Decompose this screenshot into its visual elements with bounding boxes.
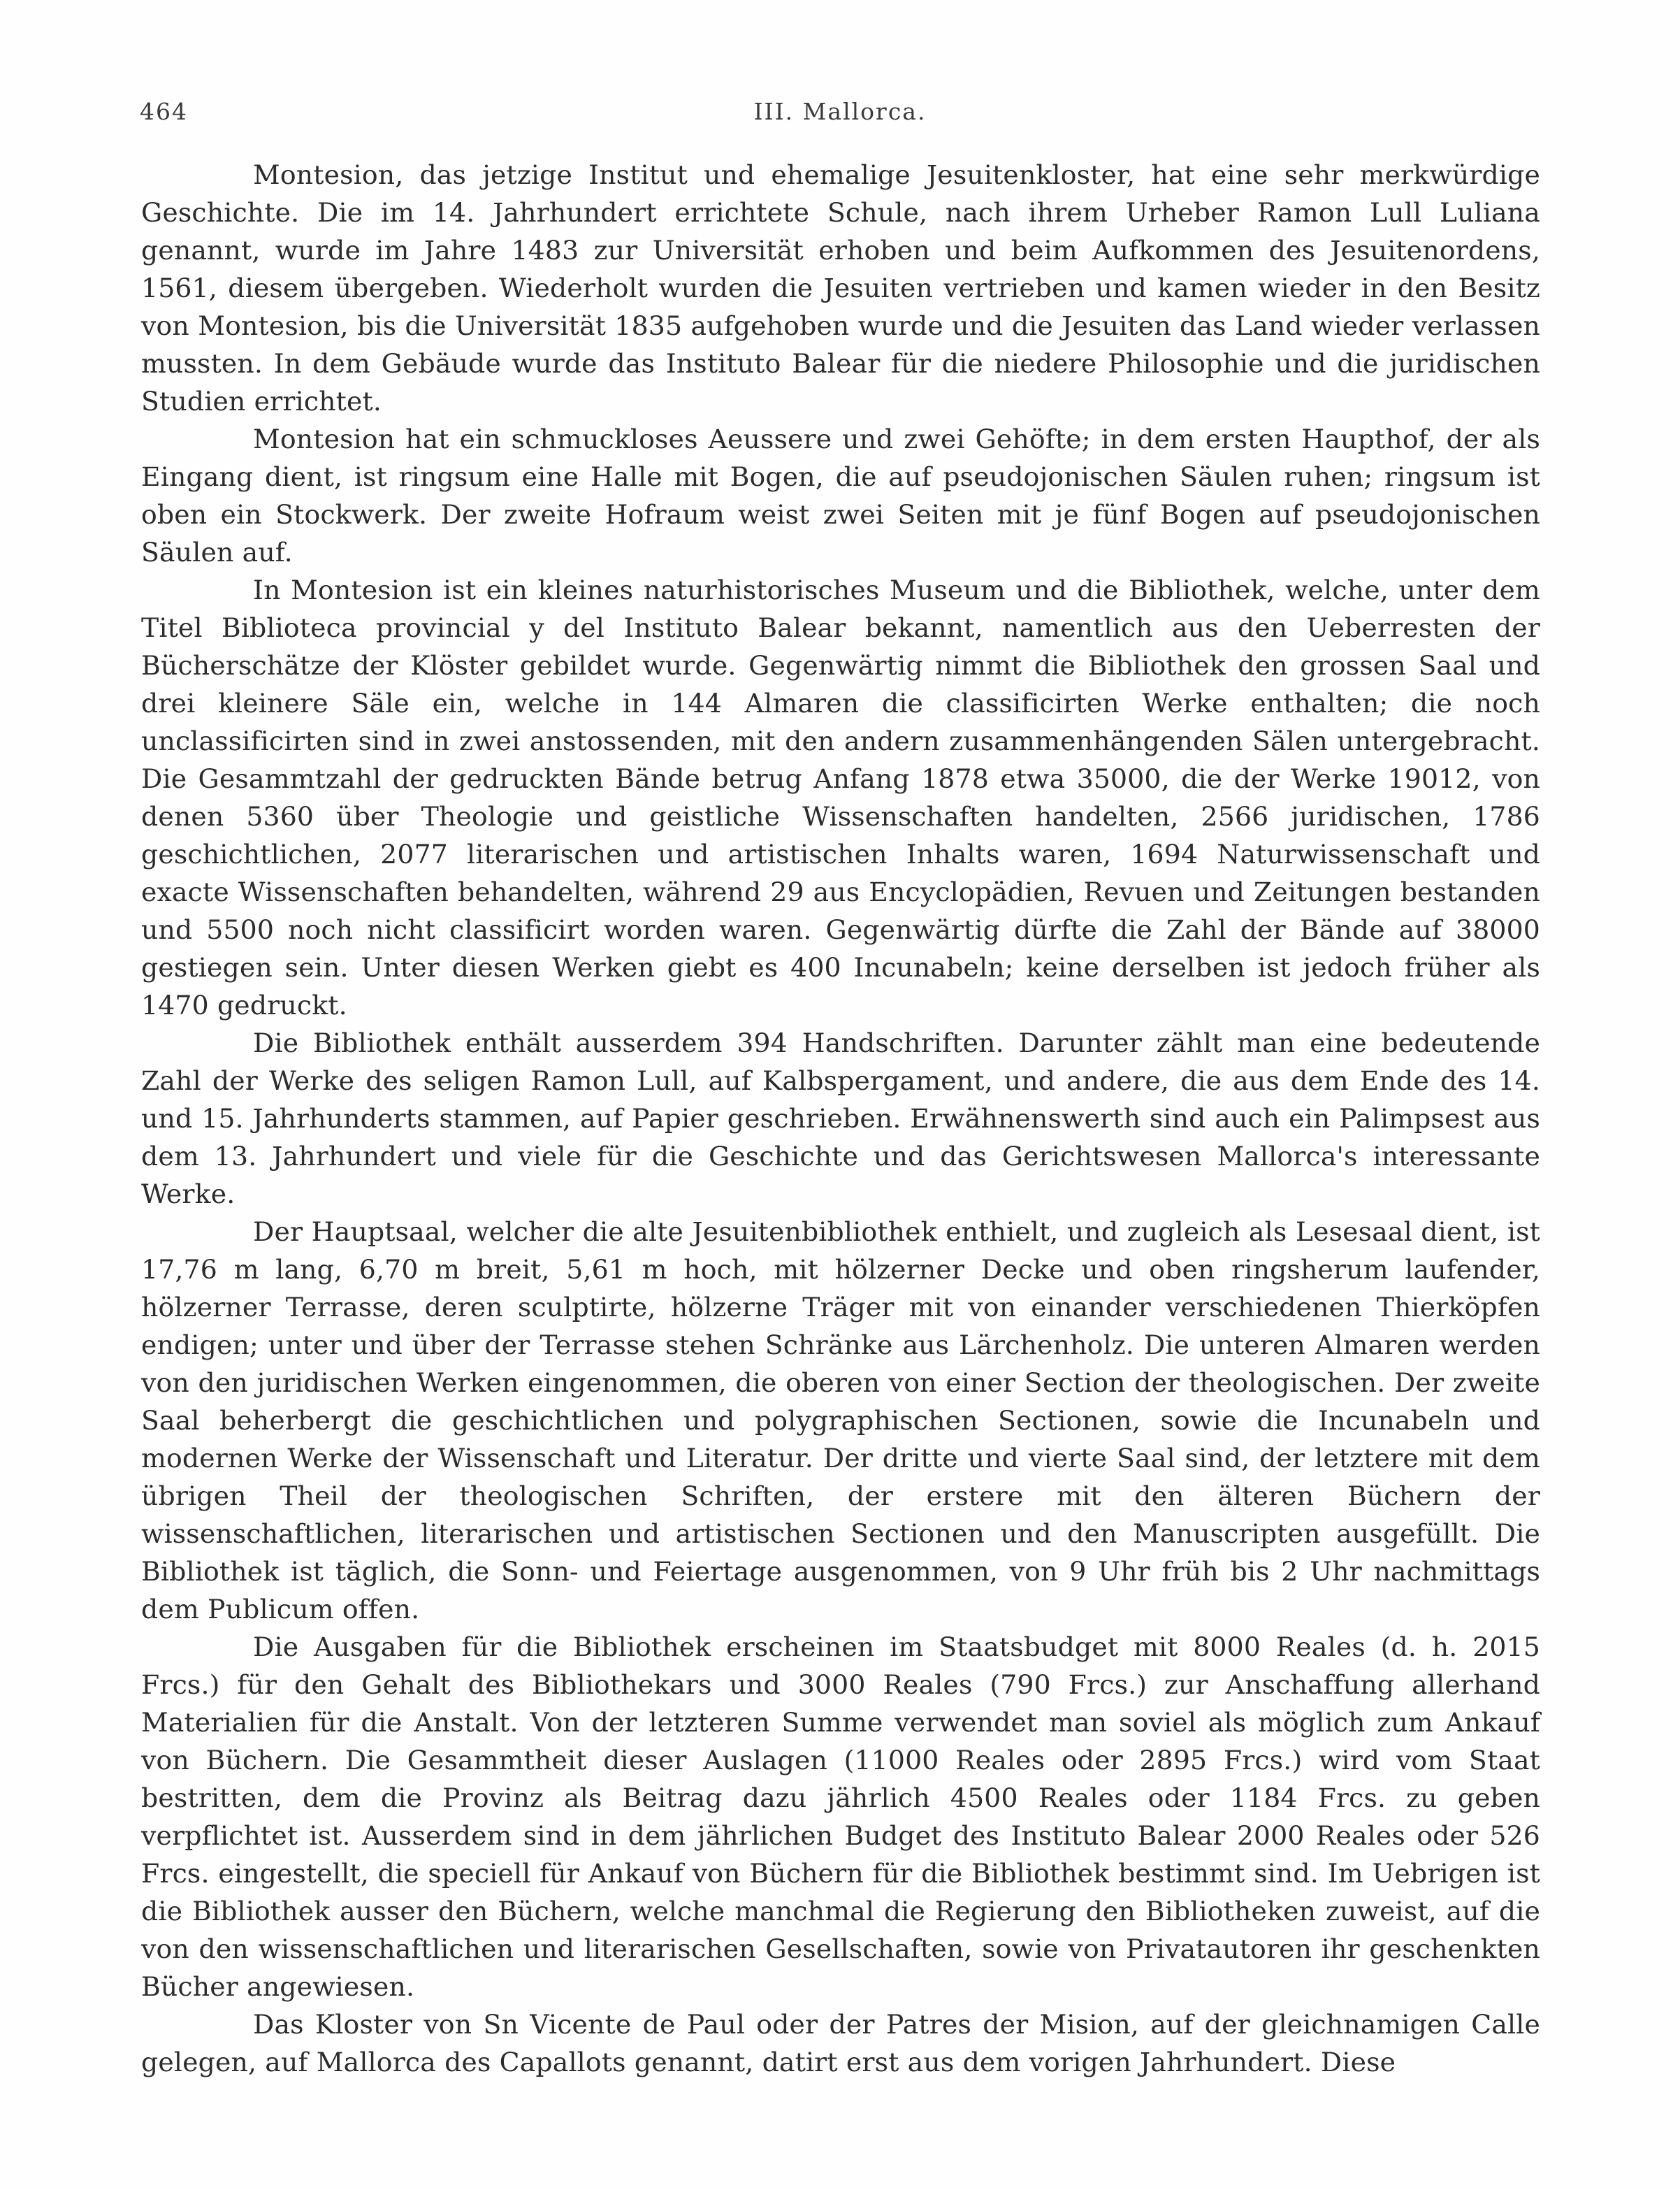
paragraph-montesion-building: Montesion hat ein schmuckloses Aeussere und zwei Gehöfte; in dem ersten Haupthof, der als Eingang dient, ist ringsum eine Halle mit Bogen, die auf pseudojonischen Säulen ruhen; ringsum ist oben ein Stockwerk. Der zweite Hofraum weist zwei Seiten mit je fünf Bogen auf pseudojonischen Säulen auf. <box>141 424 1540 568</box>
running-head <box>140 98 1540 140</box>
paragraph-library-holdings: In Montesion ist ein kleines naturhistorisches Museum und die Bibliothek, welche, unter dem Titel Biblioteca provincial y del Instituto Balear bekannt, namentlich aus den Ueberresten der Bücherschätze der Klöster gebildet wurde. Gegenwärtig nimmt die Bibliothek den grossen Saal und drei kleinere Säle ein, welche in 144 Almaren die classificirten Werke enthalten; die noch unclassificirten sind in zwei anstossenden, mit den andern zusammenhängenden Sälen untergebracht. Die Gesammtzahl der gedruckten Bände betrug Anfang 1878 etwa 35000, die der Werke 19012, von denen 5360 über Theologie und geistliche Wissenschaften handelten, 2566 juridischen, 1786 geschichtlichen, 2077 literarischen und artistischen Inhalts waren, 1694 Naturwissenschaft und exacte Wissenschaften behandelten, während 29 aus Encyclopädien, Revuen und Zeitungen bestanden und 5500 noch nicht classificirt worden waren. Gegenwärtig dürfte die Zahl der Bände auf 38000 gestiegen sein. Unter diesen Werken giebt es 400 Incunabeln; keine derselben ist jedoch früher als 1470 gedruckt. <box>141 575 1540 1021</box>
running-title: III. Mallorca. <box>753 98 927 125</box>
paragraph-san-vicente-monastery: Das Kloster von Sn Vicente de Paul oder der Patres der Mision, auf der gleichnamigen Calle gelegen, auf Mallorca des Capallots genannt, datirt erst aus dem vorigen Jahrhundert. Diese <box>141 2009 1540 2077</box>
body-text <box>141 156 1540 2081</box>
paragraph-montesion-history: Montesion, das jetzige Institut und ehemalige Jesuitenkloster, hat eine sehr merkwürdige Geschichte. Die im 14. Jahrhundert errichtete Schule, nach ihrem Urheber Ramon Lull Luliana genannt, wurde im Jahre 1483 zur Universität erhoben und beim Aufkommen des Jesuitenordens, 1561, diesem übergeben. Wiederholt wurden die Jesuiten vertrieben und kamen wieder in den Besitz von Montesion, bis die Universität 1835 aufgehoben wurde und die Jesuiten das Land wieder verlassen mussten. In dem Gebäude wurde das Instituto Balear für die niedere Philosophie und die juridischen Studien errichtet. <box>141 159 1540 417</box>
paragraph-library-budget: Die Ausgaben für die Bibliothek erscheinen im Staatsbudget mit 8000 Reales (d. h. 2015 Frcs.) für den Gehalt des Bibliothekars und 3000 Reales (790 Frcs.) zur Anschaffung allerhand Materialien für die Anstalt. Von der letzteren Summe verwendet man soviel als möglich zum Ankauf von Büchern. Die Gesammtheit dieser Auslagen (11000 Reales oder 2895 Frcs.) wird vom Staat bestritten, dem die Provinz als Beitrag dazu jährlich 4500 Reales oder 1184 Frcs. zu geben verpflichtet ist. Ausserdem sind in dem jährlichen Budget des Instituto Balear 2000 Reales oder 526 Frcs. eingestellt, die speciell für Ankauf von Büchern für die Bibliothek bestimmt sind. Im Uebrigen ist die Bibliothek ausser den Büchern, welche manchmal die Regierung den Bibliotheken zuweist, auf die von den wissenschaftlichen und literarischen Gesellschaften, sowie von Privatautoren ihr geschenkten Bücher angewiesen. <box>141 1631 1540 2002</box>
paragraph-main-hall: Der Hauptsaal, welcher die alte Jesuitenbibliothek enthielt, und zugleich als Lesesaal dient, ist 17,76 m lang, 6,70 m breit, 5,61 m hoch, mit hölzerner Decke und oben ringsherum laufender, hölzerner Terrasse, deren sculptirte, hölzerne Träger mit von einander verschiedenen Thierköpfen endigen; unter und über der Terrasse stehen Schränke aus Lärchenholz. Die unteren Almaren werden von den juridischen Werken eingenommen, die oberen von einer Section der theologischen. Der zweite Saal beherbergt die geschichtlichen und polygraphischen Sectionen, sowie die Incunabeln und modernen Werke der Wissenschaft und Literatur. Der dritte und vierte Saal sind, der letztere mit dem übrigen Theil der theologischen Schriften, der erstere mit den älteren Büchern der wissenschaftlichen, literarischen und artistischen Sectionen und den Manuscripten ausgefüllt. Die Bibliothek ist täglich, die Sonn- und Feiertage ausgenommen, von 9 Uhr früh bis 2 Uhr nachmittags dem Publicum offen. <box>141 1216 1540 1625</box>
page-number: 464 <box>140 98 188 125</box>
paragraph-manuscripts: Die Bibliothek enthält ausserdem 394 Handschriften. Darunter zählt man eine bedeutende Zahl der Werke des seligen Ramon Lull, auf Kalbspergament, und andere, die aus dem Ende des 14. und 15. Jahrhunderts stammen, auf Papier geschrieben. Erwähnenswerth sind auch ein Palimpsest aus dem 13. Jahrhundert und viele für die Geschichte und das Gerichtswesen Mallorca's interessante Werke. <box>141 1028 1540 1209</box>
